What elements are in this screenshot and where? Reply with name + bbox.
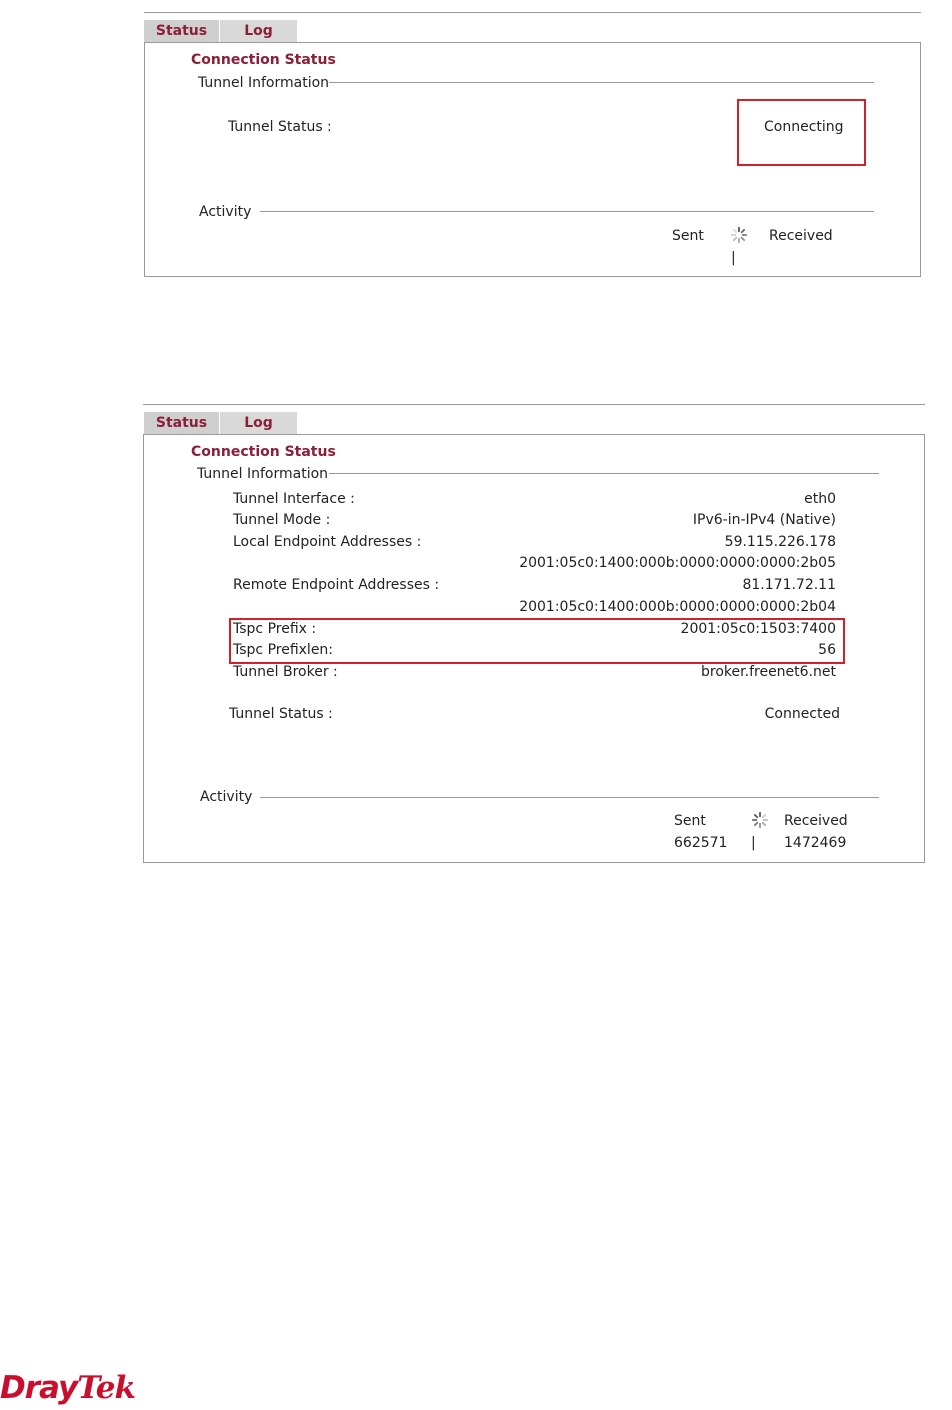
draytek-logo: [0, 1370, 135, 1406]
logo-dray: Dray: [0, 1370, 78, 1406]
tunnel-status-value: Connected: [764, 706, 840, 722]
panel-top-divider: [143, 404, 925, 405]
tunnel-information-divider: [329, 473, 879, 474]
activity-separator: |: [731, 250, 736, 266]
tunnel-interface-value: eth0: [804, 491, 836, 507]
status-panel-connected: [143, 404, 925, 863]
received-label: Received: [784, 813, 848, 829]
tspc-prefix-label: Tspc Prefix :: [233, 621, 317, 637]
remote-endpoint-ipv4: 81.171.72.11: [742, 577, 836, 593]
status-content-box: [143, 434, 925, 863]
activity-spinner-icon: [730, 226, 748, 244]
status-content-box: [144, 42, 921, 277]
local-endpoint-ipv6: 2001:05c0:1400:000b:0000:0000:0000:2b05: [519, 555, 836, 571]
received-label: Received: [769, 228, 833, 244]
sent-value: 662571: [674, 835, 728, 851]
tab-log[interactable]: Log: [220, 20, 298, 42]
tspc-prefixlen-label: Tspc Prefixlen:: [233, 642, 334, 658]
received-value: 1472469: [784, 835, 847, 851]
tunnel-information-heading: Tunnel Information: [198, 75, 330, 91]
activity-spinner-icon: [751, 811, 769, 829]
tunnel-information-heading: Tunnel Information: [197, 466, 329, 482]
tab-log[interactable]: Log: [220, 412, 298, 434]
tspc-prefix-value: 2001:05c0:1503:7400: [680, 621, 836, 637]
tab-status[interactable]: Status: [144, 412, 220, 434]
tab-status[interactable]: Status: [144, 20, 220, 42]
logo-tek: Tek: [77, 1370, 135, 1406]
tunnel-broker-value: broker.freenet6.net: [701, 664, 836, 680]
tunnel-status-label: Tunnel Status :: [229, 706, 333, 722]
tunnel-mode-value: IPv6-in-IPv4 (Native): [692, 512, 836, 528]
status-panel-connecting: [144, 12, 921, 277]
activity-separator: |: [751, 835, 756, 851]
tunnel-mode-label: Tunnel Mode :: [233, 512, 331, 528]
activity-heading: Activity: [200, 789, 253, 805]
tunnel-broker-label: Tunnel Broker :: [233, 664, 338, 680]
local-endpoint-ipv4: 59.115.226.178: [724, 534, 836, 550]
tunnel-status-label: Tunnel Status :: [228, 119, 332, 135]
sent-label: Sent: [674, 813, 706, 829]
tunnel-interface-label: Tunnel Interface :: [233, 491, 355, 507]
activity-divider: [260, 211, 874, 212]
remote-endpoint-label: Remote Endpoint Addresses :: [233, 577, 440, 593]
connection-status-heading: Connection Status: [191, 52, 336, 68]
connection-status-heading: Connection Status: [191, 444, 336, 460]
sent-label: Sent: [672, 228, 704, 244]
tunnel-information-divider: [329, 82, 874, 83]
activity-heading: Activity: [199, 204, 252, 220]
panel-top-divider: [144, 12, 921, 13]
remote-endpoint-ipv6: 2001:05c0:1400:000b:0000:0000:0000:2b04: [519, 599, 836, 615]
local-endpoint-label: Local Endpoint Addresses :: [233, 534, 422, 550]
tunnel-status-value: Connecting: [764, 119, 844, 135]
tspc-prefixlen-value: 56: [818, 642, 836, 658]
activity-divider: [260, 797, 879, 798]
